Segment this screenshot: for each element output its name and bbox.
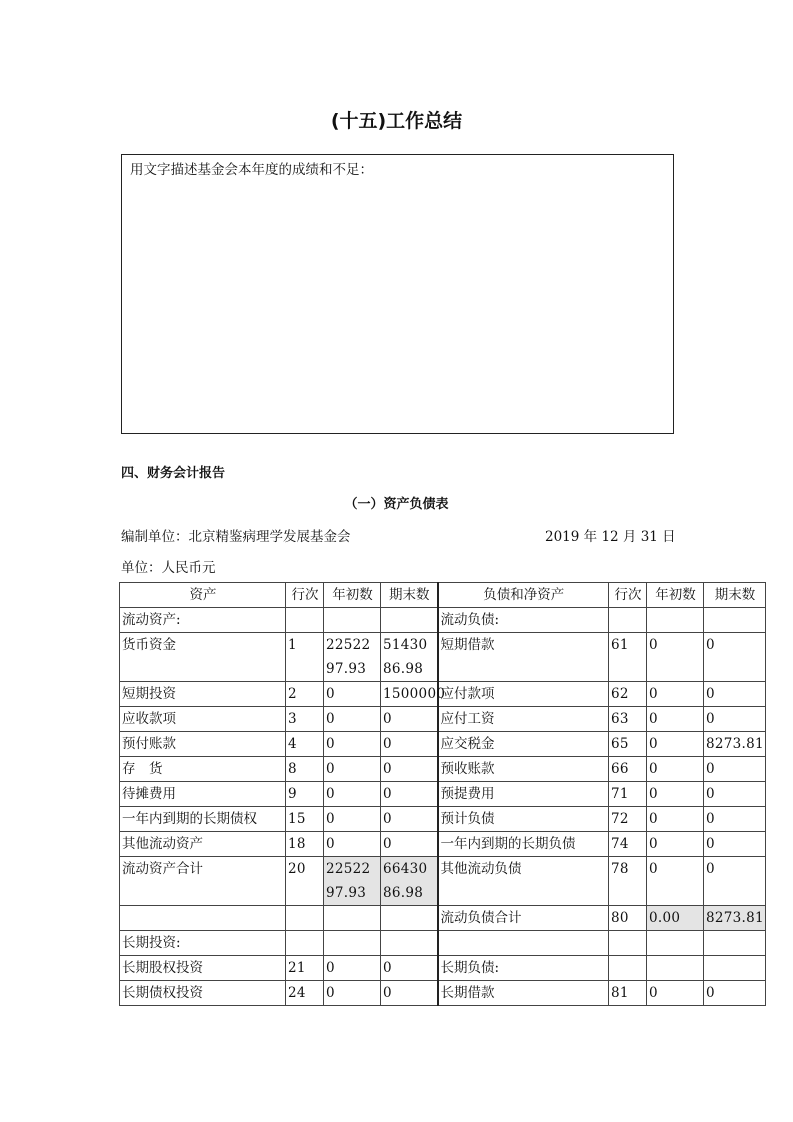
liability-opening-cell: 0 (647, 807, 704, 832)
liability-opening-cell: 0 (647, 857, 704, 906)
table-row (120, 931, 766, 956)
asset-closing-cell: 0 (381, 782, 438, 807)
asset-name-cell: 一年内到期的长期债权 (120, 807, 286, 832)
liability-closing-cell: 8273.81 (704, 732, 766, 757)
asset-line-cell: 8 (286, 757, 324, 782)
asset-opening-cell: 0 (324, 682, 381, 707)
liability-name-cell: 流动负债: (438, 608, 609, 633)
liability-line-cell: 74 (609, 832, 647, 857)
liability-opening-cell: 0 (647, 757, 704, 782)
liability-name-cell: 应付款项 (438, 682, 609, 707)
asset-name-cell: 长期投资: (120, 931, 286, 956)
assets-header: 资产 (120, 583, 286, 608)
asset-opening-cell: 2252297.93 (324, 857, 381, 906)
liability-line-cell (609, 608, 647, 633)
asset-line-cell: 20 (286, 857, 324, 906)
asset-line-cell: 21 (286, 956, 324, 981)
asset-name-cell: 待摊费用 (120, 782, 286, 807)
liability-name-cell: 长期借款 (438, 981, 609, 1006)
liability-opening-cell: 0 (647, 633, 704, 682)
liability-name-cell: 应交税金 (438, 732, 609, 757)
currency-unit: 单位：人民币元 (121, 560, 216, 576)
liability-opening-cell (647, 608, 704, 633)
asset-name-cell (120, 906, 286, 931)
liability-line-cell: 80 (609, 906, 647, 931)
liability-name-cell: 流动负债合计 (438, 906, 609, 931)
liability-closing-cell: 0 (704, 832, 766, 857)
balance-sheet-title: （一）资产负债表 (344, 497, 449, 512)
liability-closing-cell: 0 (704, 807, 766, 832)
asset-opening-cell: 0 (324, 981, 381, 1006)
line-no-header-2: 行次 (609, 583, 647, 608)
asset-name-cell: 流动资产: (120, 608, 286, 633)
liability-closing-cell: 0 (704, 782, 766, 807)
table-header-row (120, 583, 766, 608)
asset-name-cell: 其他流动资产 (120, 832, 286, 857)
liability-line-cell: 62 (609, 682, 647, 707)
asset-name-cell: 短期投资 (120, 682, 286, 707)
liability-closing-cell (704, 931, 766, 956)
liability-line-cell: 65 (609, 732, 647, 757)
asset-line-cell (286, 931, 324, 956)
liability-line-cell (609, 956, 647, 981)
org-label: 编制单位：北京精鉴病理学发展基金会 (121, 529, 351, 545)
asset-closing-cell: 0 (381, 832, 438, 857)
asset-line-cell: 24 (286, 981, 324, 1006)
liability-name-cell (438, 931, 609, 956)
asset-opening-cell: 2252297.93 (324, 633, 381, 682)
table-row (120, 981, 766, 1006)
liability-line-cell: 71 (609, 782, 647, 807)
liability-name-cell: 预提费用 (438, 782, 609, 807)
liability-line-cell: 63 (609, 707, 647, 732)
liability-name-cell: 其他流动负债 (438, 857, 609, 906)
asset-opening-cell: 0 (324, 832, 381, 857)
liability-line-cell: 78 (609, 857, 647, 906)
table-row (120, 956, 766, 981)
summary-prompt: 用文字描述基金会本年度的成绩和不足： (130, 162, 373, 178)
table-row (120, 707, 766, 732)
asset-name-cell: 预付账款 (120, 732, 286, 757)
asset-line-cell: 15 (286, 807, 324, 832)
liability-opening-cell: 0 (647, 732, 704, 757)
liability-closing-cell: 0 (704, 981, 766, 1006)
liabilities-header: 负债和净资产 (438, 583, 609, 608)
asset-opening-cell: 0 (324, 757, 381, 782)
closing-header-2: 期末数 (704, 583, 766, 608)
asset-closing-cell: 5143086.98 (381, 633, 438, 682)
closing-header: 期末数 (381, 583, 438, 608)
asset-opening-cell: 0 (324, 732, 381, 757)
table-row (120, 832, 766, 857)
asset-name-cell: 货币资金 (120, 633, 286, 682)
asset-closing-cell: 0 (381, 956, 438, 981)
liability-line-cell (609, 931, 647, 956)
asset-line-cell (286, 608, 324, 633)
asset-opening-cell (324, 931, 381, 956)
table-row (120, 682, 766, 707)
liability-opening-cell: 0 (647, 682, 704, 707)
liability-closing-cell: 0 (704, 757, 766, 782)
report-date: 2019 年 12 月 31 日 (545, 529, 676, 545)
asset-closing-cell: 6643086.98 (381, 857, 438, 906)
liability-line-cell: 61 (609, 633, 647, 682)
liability-name-cell: 短期借款 (438, 633, 609, 682)
table-row (120, 608, 766, 633)
liability-name-cell: 应付工资 (438, 707, 609, 732)
asset-closing-cell (381, 931, 438, 956)
asset-closing-cell: 1500000 (381, 682, 438, 707)
liability-opening-cell (647, 956, 704, 981)
table-row (120, 857, 766, 906)
asset-opening-cell: 0 (324, 807, 381, 832)
asset-name-cell: 应收款项 (120, 707, 286, 732)
asset-closing-cell: 0 (381, 757, 438, 782)
asset-opening-cell: 0 (324, 956, 381, 981)
asset-name-cell: 存 货 (120, 757, 286, 782)
opening-header-2: 年初数 (647, 583, 704, 608)
liability-line-cell: 72 (609, 807, 647, 832)
liability-closing-cell: 0 (704, 707, 766, 732)
asset-name-cell: 长期债权投资 (120, 981, 286, 1006)
asset-closing-cell (381, 906, 438, 931)
liability-line-cell: 66 (609, 757, 647, 782)
asset-opening-cell: 0 (324, 782, 381, 807)
asset-closing-cell: 0 (381, 707, 438, 732)
asset-opening-cell: 0 (324, 707, 381, 732)
opening-header: 年初数 (324, 583, 381, 608)
table-row (120, 906, 766, 931)
balance-sheet-table (119, 582, 766, 1006)
liability-closing-cell: 0 (704, 633, 766, 682)
asset-closing-cell: 0 (381, 807, 438, 832)
asset-opening-cell (324, 906, 381, 931)
asset-line-cell: 2 (286, 682, 324, 707)
liability-opening-cell: 0.00 (647, 906, 704, 931)
liability-opening-cell: 0 (647, 832, 704, 857)
financial-report-heading: 四、财务会计报告 (121, 466, 226, 481)
table-row (120, 633, 766, 682)
asset-name-cell: 长期股权投资 (120, 956, 286, 981)
liability-name-cell: 一年内到期的长期负债 (438, 832, 609, 857)
liability-opening-cell: 0 (647, 707, 704, 732)
liability-opening-cell (647, 931, 704, 956)
liability-closing-cell (704, 608, 766, 633)
liability-line-cell: 81 (609, 981, 647, 1006)
liability-name-cell: 预收账款 (438, 757, 609, 782)
table-row (120, 782, 766, 807)
work-summary-box[interactable] (121, 154, 674, 434)
asset-closing-cell: 0 (381, 981, 438, 1006)
liability-closing-cell (704, 956, 766, 981)
line-no-header: 行次 (286, 583, 324, 608)
asset-line-cell: 3 (286, 707, 324, 732)
asset-line-cell: 18 (286, 832, 324, 857)
asset-line-cell: 9 (286, 782, 324, 807)
liability-name-cell: 预计负债 (438, 807, 609, 832)
asset-closing-cell (381, 608, 438, 633)
liability-closing-cell: 0 (704, 857, 766, 906)
asset-line-cell: 4 (286, 732, 324, 757)
liability-closing-cell: 8273.81 (704, 906, 766, 931)
liability-closing-cell: 0 (704, 682, 766, 707)
asset-line-cell (286, 906, 324, 931)
table-row (120, 807, 766, 832)
table-row (120, 757, 766, 782)
asset-name-cell: 流动资产合计 (120, 857, 286, 906)
liability-opening-cell: 0 (647, 782, 704, 807)
asset-closing-cell: 0 (381, 732, 438, 757)
table-row (120, 732, 766, 757)
section-title: (十五)工作总结 (330, 110, 463, 132)
asset-line-cell: 1 (286, 633, 324, 682)
liability-name-cell: 长期负债: (438, 956, 609, 981)
liability-opening-cell: 0 (647, 981, 704, 1006)
asset-opening-cell (324, 608, 381, 633)
